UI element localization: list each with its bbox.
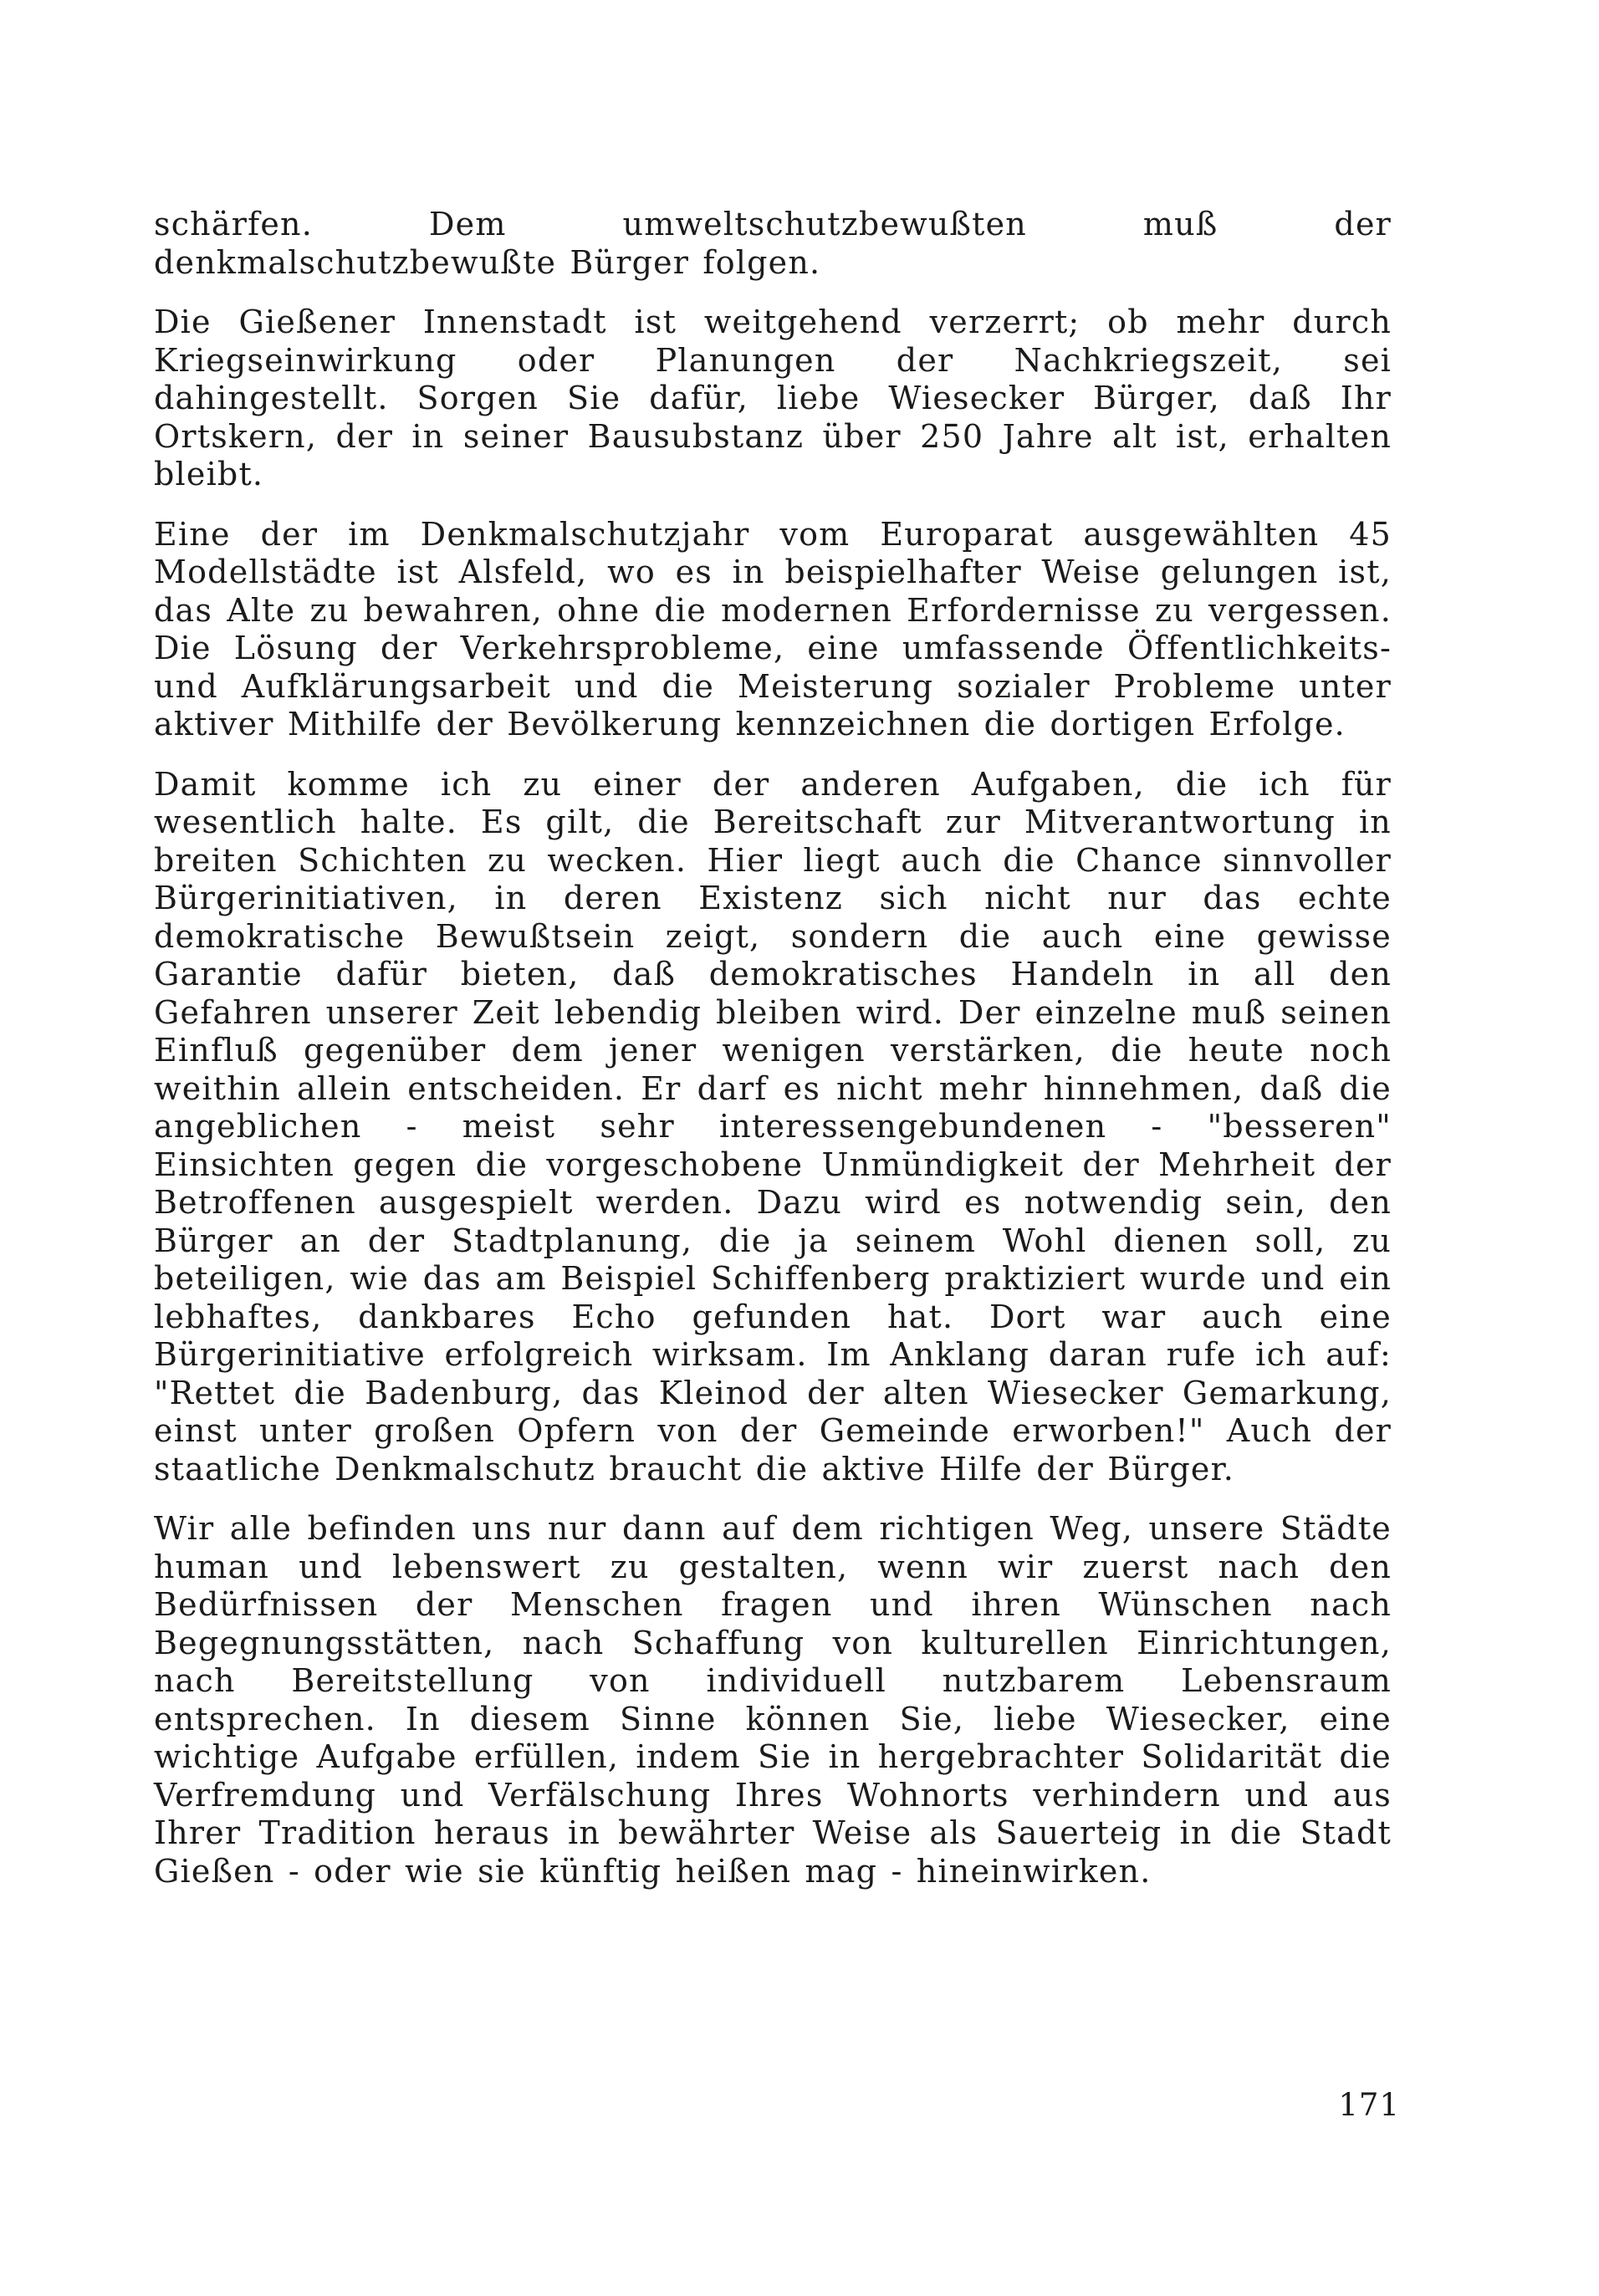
paragraph-4: Damit komme ich zu einer der anderen Aufgaben, die ich für wesentlich halte. Es gilt, die Bereitschaft zur Mitverantwortung in breiten Schichten zu wecken. Hier liegt auch die Chance sinnvoller Bürgerinitiativen, in deren Existenz sich nicht nur das echte demokratische Bewußtsein zeigt, sondern die auch eine gewisse Garantie dafür bieten, daß demokratisches Handeln in all den Gefahren unserer Zeit lebendig bleiben wird. Der einzelne muß seinen Einfluß gegenüber dem jener wenigen verstärken, die heute noch weithin allein entscheiden. Er darf es nicht mehr hinnehmen, daß die angeblichen - meist sehr interessengebundenen - "besseren" Einsichten gegen die vorgeschobene Unmündigkeit der Mehrheit der Betroffenen ausgespielt werden. Dazu wird es notwendig sein, den Bürger an der Stadtplanung, die ja seinem Wohl dienen soll, zu beteiligen, wie das am Beispiel Schiffenberg praktiziert wurde und ein lebhaftes, dankbares Echo gefunden hat. Dort war auch eine Bürgerinitiative erfolgreich wirksam. Im Anklang daran rufe ich auf: "Rettet die Badenburg, das Kleinod der alten Wiesecker Gemarkung, einst unter großen Opfern von der Gemeinde erworben!" Auch der staatliche Denkmalschutz braucht die aktive Hilfe der Bürger. [154, 765, 1392, 1487]
paragraph-3: Eine der im Denkmalschutzjahr vom Europarat ausgewählten 45 Modellstädte ist Alsfeld, wo es in beispielhafter Weise gelungen ist, das Alte zu bewahren, ohne die modernen Erfordernisse zu vergessen. Die Lösung der Verkehrsprobleme, eine umfassende Öffentlichkeits- und Aufklärungsarbeit und die Meisterung sozialer Probleme unter aktiver Mithilfe der Bevölkerung kennzeichnen die dortigen Erfolge. [154, 515, 1392, 742]
paragraph-1: schärfen. Dem umweltschutzbewußten muß der denkmalschutzbewußte Bürger folgen. [154, 206, 1392, 281]
page-number: 171 [1338, 2087, 1400, 2123]
paragraph-5: Wir alle befinden uns nur dann auf dem richtigen Weg, unsere Städte human und lebenswert zu gestalten, wenn wir zuerst nach den Bedürfnissen der Menschen fragen und ihren Wünschen nach Begegnungsstätten, nach Schaffung von kulturellen Einrichtungen, nach Bereitstellung von individuell nutzbarem Lebensraum entsprechen. In diesem Sinne können Sie, liebe Wiesecker, eine wichtige Aufgabe erfüllen, indem Sie in hergebrachter Solidarität die Verfremdung und Verfälschung Ihres Wohnorts verhindern und aus Ihrer Tradition heraus in bewährter Weise als Sauerteig in die Stadt Gießen - oder wie sie künftig heißen mag - hineinwirken. [154, 1510, 1392, 1890]
paragraph-2: Die Gießener Innenstadt ist weitgehend verzerrt; ob mehr durch Kriegseinwirkung oder Planungen der Nachkriegszeit, sei dahingestellt. Sorgen Sie dafür, liebe Wiesecker Bürger, daß Ihr Ortskern, der in seiner Bausubstanz über 250 Jahre alt ist, erhalten bleibt. [154, 304, 1392, 492]
body-text [154, 206, 1392, 1912]
